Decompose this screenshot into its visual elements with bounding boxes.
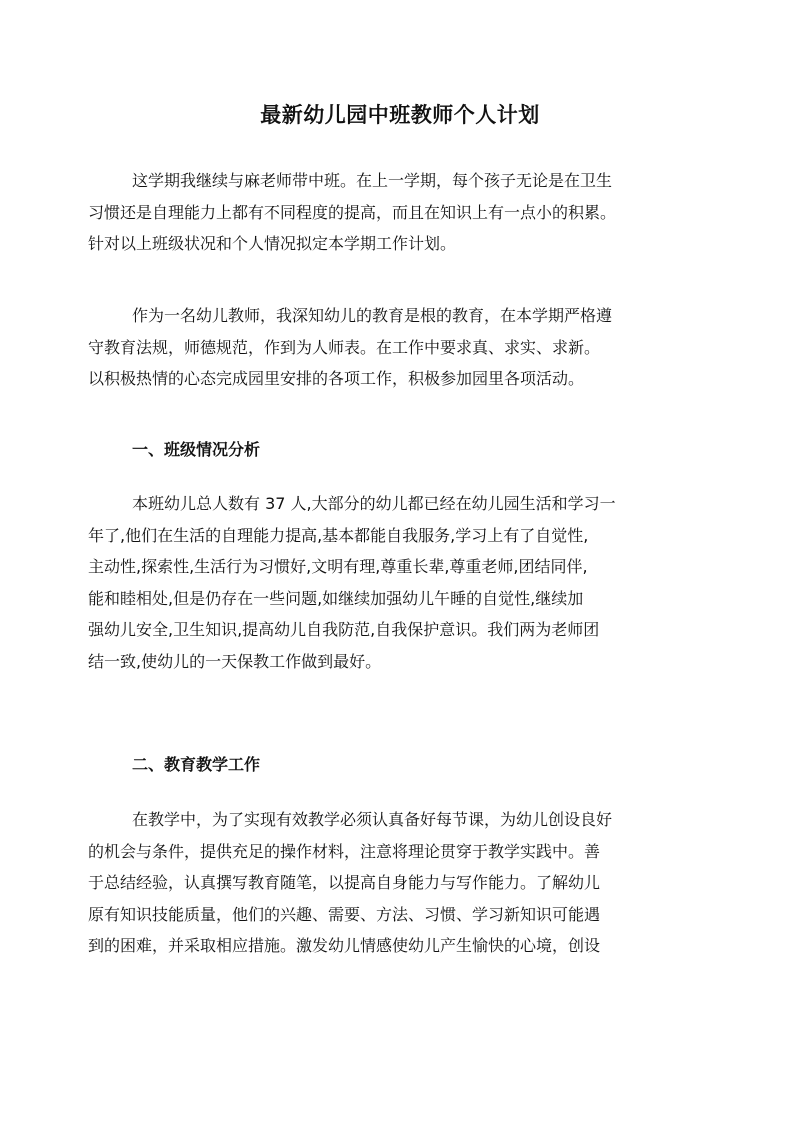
- paragraph-line: 主动性,探索性,生活行为习惯好,文明有理,尊重长辈,尊重老师,团结同伴,: [88, 557, 588, 576]
- paragraph-line: 原有知识技能质量，他们的兴趣、需要、方法、习惯、学习新知识可能遇: [88, 904, 601, 924]
- paragraph-line: 结一致,使幼儿的一天保教工作做到最好。: [88, 651, 382, 671]
- paragraph-line: 针对以上班级状况和个人情况拟定本学期工作计划。: [88, 234, 457, 253]
- paragraph-line: 在教学中，为了实现有效教学必须认真备好每节课，为幼儿创设良好: [132, 810, 613, 829]
- paragraph-line: 的机会与条件，提供充足的操作材料，注意将理论贯穿于教学实践中。善: [88, 841, 601, 861]
- paragraph-teacher-role: [88, 300, 716, 395]
- paragraph-line: 以积极热情的心态完成园里安排的各项工作，积极参加园里各项活动。: [88, 369, 585, 388]
- page-title: 最新幼儿园中班教师个人计划: [260, 103, 540, 127]
- paragraph-line: 年了,他们在生活的自理能力提高,基本都能自我服务,学习上有了自觉性,: [88, 525, 589, 545]
- paragraph-line: 到的困难，并采取相应措施。激发幼儿情感使幼儿产生愉快的心境，创设: [88, 936, 601, 955]
- paragraph-intro: [88, 165, 716, 260]
- paragraph-line: 能和睦相处,但是仍存在一些问题,如继续加强幼儿午睡的自觉性,继续加: [88, 588, 584, 608]
- paragraph-class-analysis: [88, 488, 716, 677]
- paragraph-line: 守教育法规，师德规范，作到为人师表。在工作中要求真、求实、求新。: [88, 337, 601, 357]
- paragraph-line: 作为一名幼儿教师，我深知幼儿的教育是根的教育，在本学期严格遵: [132, 306, 613, 325]
- paragraph-line: 这学期我继续与麻老师带中班。在上一学期，每个孩子无论是在卫生: [132, 171, 613, 190]
- section-heading-class-analysis: 一、班级情况分析: [132, 440, 261, 459]
- section-heading-teaching-work: 二、教育教学工作: [132, 755, 261, 774]
- paragraph-line: 本班幼儿总人数有 37 人,大部分的幼儿都已经在幼儿园生活和学习一: [132, 494, 616, 513]
- paragraph-line: 于总结经验，认真撰写教育随笔，以提高自身能力与写作能力。了解幼儿: [88, 873, 601, 892]
- paragraph-line: 强幼儿安全,卫生知识,提高幼儿自我防范,自我保护意识。我们两为老师团: [88, 620, 600, 639]
- paragraph-teaching-work: [88, 804, 716, 962]
- paragraph-line: 习惯还是自理能力上都有不同程度的提高，而且在知识上有一点小的积累。: [88, 202, 617, 222]
